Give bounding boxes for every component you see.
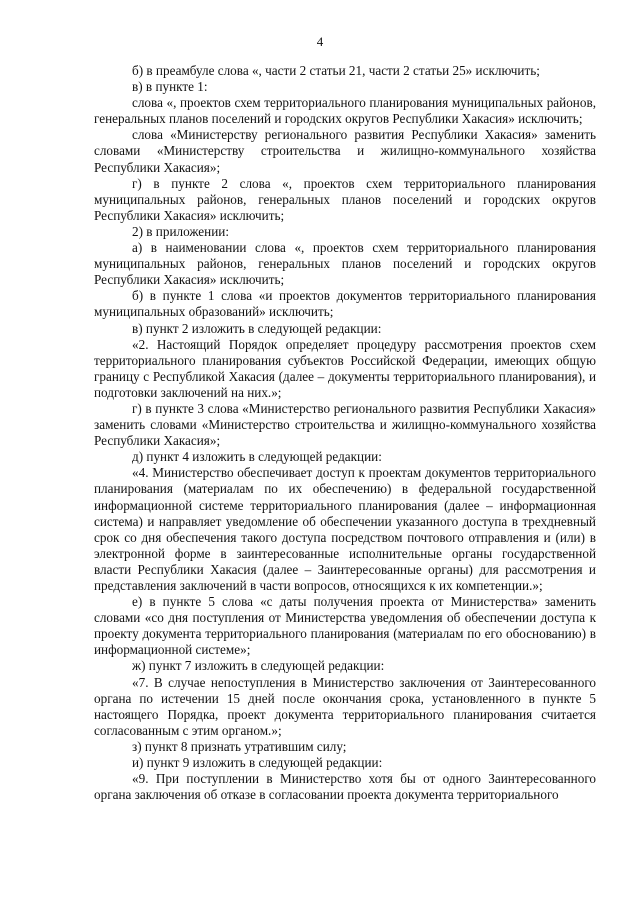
paragraph: б) в преамбуле слова «, части 2 статьи 21, части 2 статьи 25» исключить;: [132, 63, 540, 78]
paragraph: «9. При поступлении в Министерство хотя бы от одного Заинтересованного органа заключения об отказе в согласовании проекта документа территориального: [94, 771, 596, 803]
paragraph: з) пункт 8 признать утратившим силу;: [132, 738, 347, 754]
paragraph: ж) пункт 7 изложить в следующей редакции:: [132, 658, 385, 674]
paragraph: а) в наименовании слова «, проектов схем территориального планирования муниципальных районов, генеральных планов поселений и городских округов Республики Хакасия» исключить;: [94, 240, 596, 288]
page-number: 4: [316, 34, 324, 49]
document-body: [94, 63, 596, 803]
paragraph: в) пункт 2 изложить в следующей редакции:: [132, 320, 382, 336]
paragraph: б) в пункте 1 слова «и проектов документов территориального планирования муниципальных образований» исключить;: [94, 288, 596, 320]
paragraph: в) в пункте 1:: [132, 79, 208, 95]
paragraph: 2) в приложении:: [132, 223, 229, 239]
paragraph: «7. В случае непоступления в Министерство заключения от Заинтересованного органа по истечении 15 дней после окончания срока, установленного в пункте 5 настоящего Порядка, проект документа территориального планирования считается согласованным с этим органом.»;: [94, 674, 596, 738]
paragraph: д) пункт 4 изложить в следующей редакции:: [132, 449, 382, 465]
paragraph: г) в пункте 3 слова «Министерство регионального развития Республики Хакасия» заменить словами «Министерство строительства и жилищно-коммунального хозяйства Республики Хакасия»;: [94, 400, 596, 449]
paragraph: е) в пункте 5 слова «с даты получения проекта от Министерства» заменить словами «со дня поступления от Министерства уведомления об обеспечении доступа к проекту документа территориального планирования (материалам по его обоснованию) в информационной системе»;: [94, 594, 596, 658]
paragraph: слова «, проектов схем территориального планирования муниципальных районов, генеральных планов поселений и городских округов Республики Хакасия» исключить;: [94, 95, 596, 127]
paragraph: г) в пункте 2 слова «, проектов схем территориального планирования муниципальных районов, генеральных планов поселений и городских округов Республики Хакасия» исключить;: [94, 175, 596, 223]
paragraph: «4. Министерство обеспечивает доступ к проектам документов территориального планирования (материалам по их обеспечению) в федеральной государственной информационной системе территориального планирования (далее – информационная система) и направляет уведомление об обеспечении указанного доступа в трехдневный срок со дня обеспечения такого доступа посредством почтового отправления и (или) в электронной форме в заинтересованные исполнительные органы государственной власти Республики Хакасия (далее – Заинтересованные органы) для рассмотрения и представления заключений в части вопросов, относящихся к их компетенции.»;: [94, 465, 596, 593]
paragraph: «2. Настоящий Порядок определяет процедуру рассмотрения проектов схем территориального планирования субъектов Российской Федерации, имеющих общую границу с Республикой Хакасия (далее – документы территориального планирования), и подготовки заключений на них.»;: [94, 336, 596, 400]
paragraph: слова «Министерству регионального развития Республики Хакасия» заменить словами «Министерству строительства и жилищно-коммунального хозяйства Республики Хакасия»;: [94, 127, 596, 175]
paragraph: и) пункт 9 изложить в следующей редакции:: [132, 755, 383, 771]
